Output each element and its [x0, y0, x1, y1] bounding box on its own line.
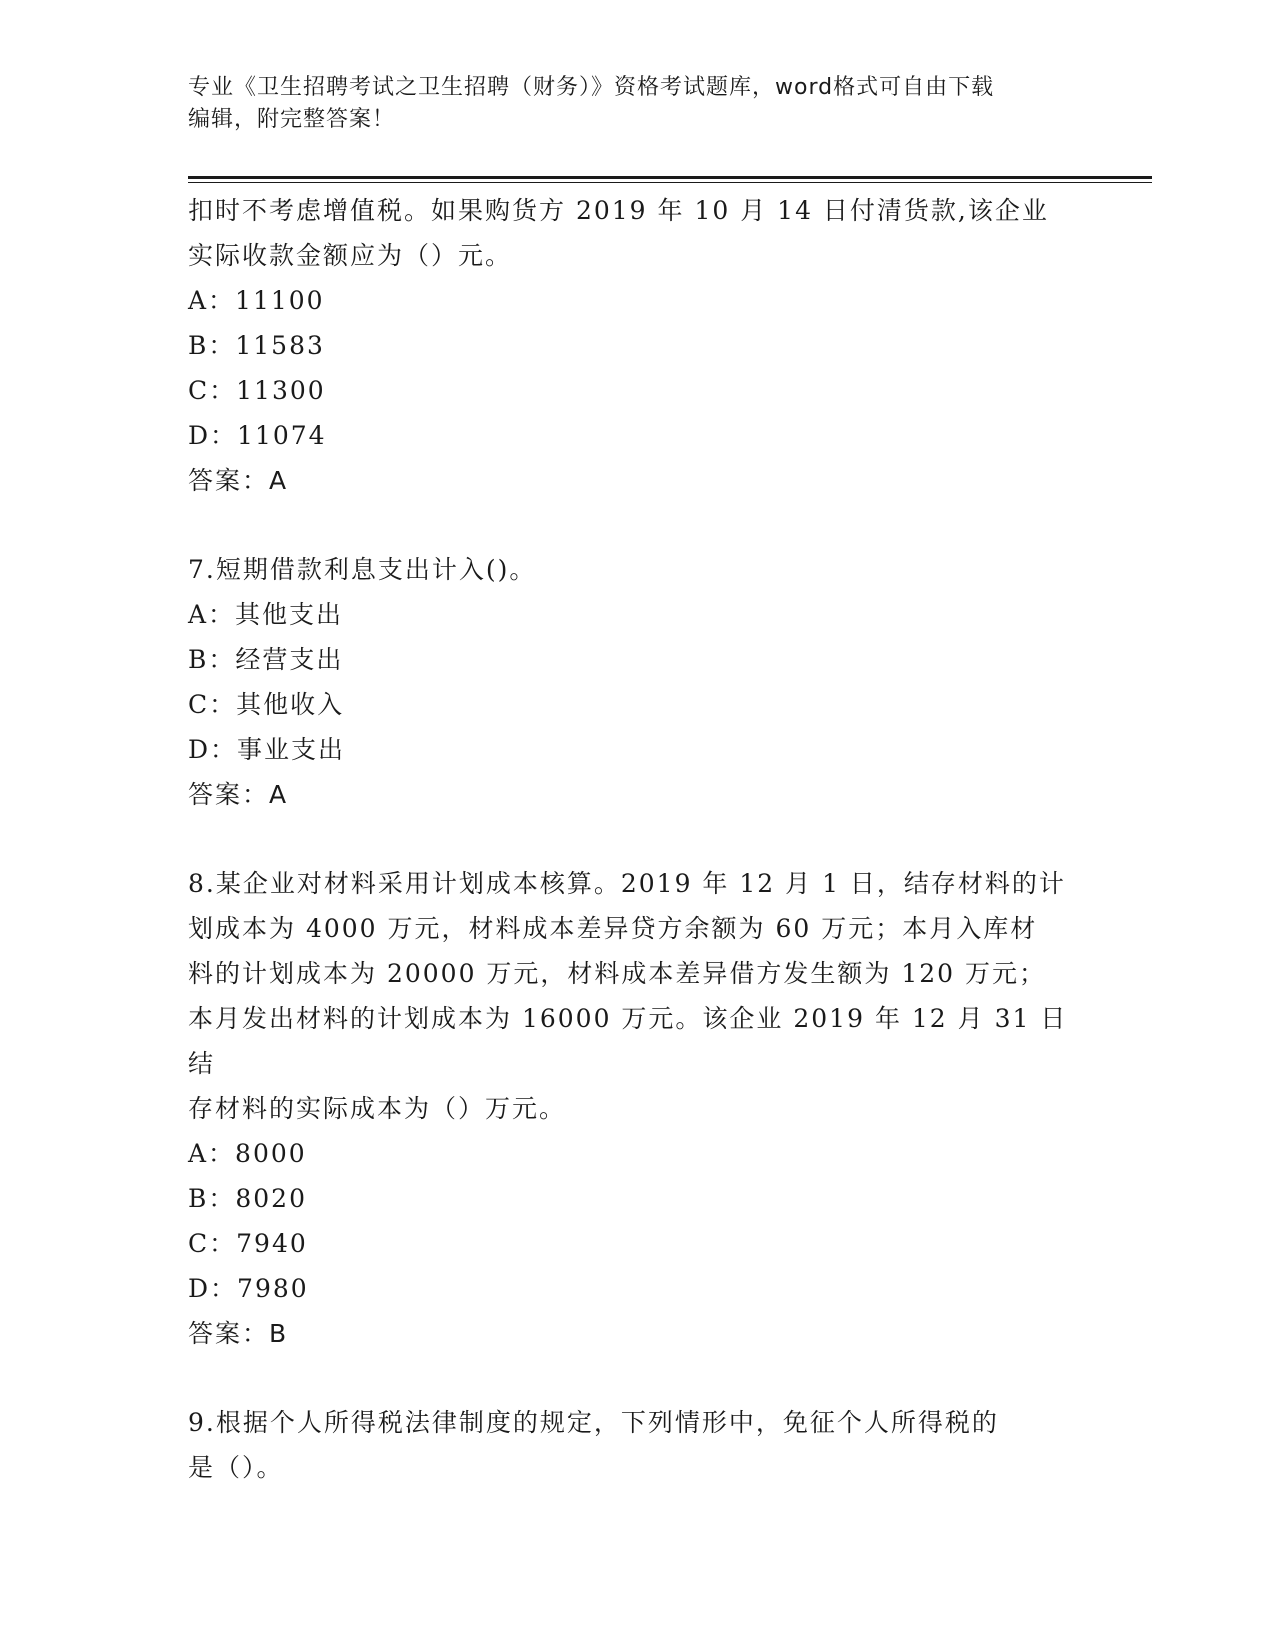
option-b: B：经营支出 [188, 645, 344, 674]
question-list [188, 188, 1088, 1490]
spacer [188, 817, 1088, 861]
question-stem-line: 存材料的实际成本为（）万元。 [188, 1094, 567, 1123]
spacer [188, 1356, 1088, 1400]
header-divider-thin [188, 182, 1152, 183]
header-line-1: 专业《卫生招聘考试之卫生招聘（财务）》资格考试题库，word格式可自由下载 [188, 75, 995, 100]
option-d: D：7980 [188, 1274, 309, 1303]
option-c: C：11300 [188, 376, 326, 405]
question-stem-line: 料的计划成本为 20000 万元，材料成本差异借方发生额为 120 万元； [188, 959, 1047, 988]
option-b: B：11583 [188, 331, 325, 360]
header-line-2: 编辑，附完整答案！ [188, 107, 396, 132]
question-9 [188, 1400, 1088, 1490]
option-c: C：7940 [188, 1229, 308, 1258]
option-b: B：8020 [188, 1184, 307, 1213]
question-6 [188, 188, 1088, 503]
option-a: A：其他支出 [188, 600, 344, 629]
question-stem-line: 7.短期借款利息支出计入()。 [188, 555, 537, 584]
answer: 答案：B [188, 1319, 289, 1348]
question-stem-line: 扣时不考虑增值税。如果购货方 2019 年 10 月 14 日付清货款,该企业 [188, 196, 1049, 225]
question-stem-line: 9.根据个人所得税法律制度的规定，下列情形中，免征个人所得税的 [188, 1408, 999, 1437]
header-divider-thick [188, 176, 1152, 179]
question-stem-line: 实际收款金额应为（）元。 [188, 241, 513, 270]
question-stem-line: 划成本为 4000 万元，材料成本差异贷方余额为 60 万元；本月入库材 [188, 914, 1038, 943]
question-stem-line: 是（）。 [188, 1453, 284, 1482]
answer: 答案：A [188, 466, 289, 495]
question-7 [188, 547, 1088, 817]
option-a: A：11100 [188, 286, 325, 315]
question-stem-line: 本月发出材料的计划成本为 16000 万元。该企业 2019 年 12 月 31 日结 [188, 1004, 1068, 1078]
option-d: D：11074 [188, 421, 327, 450]
document-header [188, 72, 1068, 136]
option-d: D：事业支出 [188, 735, 346, 764]
question-stem-line: 8.某企业对材料采用计划成本核算。2019 年 12 月 1 日，结存材料的计 [188, 869, 1066, 898]
option-a: A：8000 [188, 1139, 307, 1168]
option-c: C：其他收入 [188, 690, 345, 719]
question-8 [188, 861, 1088, 1356]
spacer [188, 503, 1088, 547]
answer: 答案：A [188, 780, 289, 809]
